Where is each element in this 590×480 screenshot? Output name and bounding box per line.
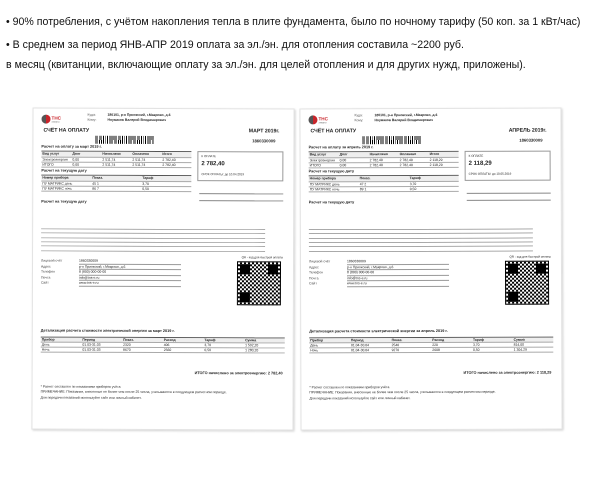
table-cell: 2 118,29	[429, 163, 443, 168]
contact-label: Адрес	[41, 264, 51, 269]
note-consumption: • 90% потребления, с учётом накопления тепла в плите фундамента, было по ночному тарифу (50 коп. за 1 кВт/час)	[6, 16, 581, 28]
contact-label: Телефон	[40, 269, 56, 274]
detail-table	[41, 337, 285, 354]
contact-label: Лицевой счёт	[41, 258, 63, 263]
total-charged: ИТОГО начислено за электроэнергию: 2 782,40	[194, 371, 283, 376]
contact-value: 8 (800) 000-00-00	[79, 270, 181, 276]
table-cell: ИТОГО	[309, 163, 321, 168]
table-cell: Показ.	[391, 338, 403, 343]
table-cell: Расход	[163, 338, 176, 343]
table-cell: 86 7	[92, 186, 99, 191]
footnote: ПРИМЕЧАНИЕ: Показания, внесенные не более чем после 25 числа, учитываются в следующем расчетном периоде.	[40, 389, 227, 395]
table-cell: Итого	[162, 151, 172, 157]
amount-due-value: 2 118,29	[468, 160, 492, 167]
table-cell: 0,00	[72, 157, 79, 162]
table-cell: 1 502,20	[245, 343, 259, 348]
barcode	[95, 136, 153, 144]
amount-due-label: К ОПЛАТЕ	[201, 154, 217, 159]
table-cell: ПУ МАТРИКС ночь	[309, 187, 340, 192]
meter-table	[309, 175, 459, 193]
table-cell: 0,00	[339, 163, 347, 168]
contact-value: р-н Приокский, г.Макрово, д.6	[79, 264, 181, 270]
address-label: Куда:	[87, 112, 96, 117]
address-value: 180101, р-н Приокский, г.Макрово, д.6	[107, 112, 171, 118]
table-cell: Тариф	[409, 176, 421, 181]
footnote: Для передачи показаний используйте сайт или личный кабинет.	[309, 395, 411, 401]
text-lines	[309, 227, 553, 254]
contact-label: Телефон	[309, 270, 324, 275]
table-cell: 2 511,74	[102, 162, 116, 168]
qr-caption: QR - код для быстрой оплаты	[509, 254, 551, 259]
table-cell: Номер прибора	[309, 176, 336, 181]
table-cell: Электроэнергия	[309, 158, 336, 163]
table-cell: Оплачено	[132, 151, 150, 156]
table-row	[41, 187, 191, 193]
table-cell: 47 2	[359, 182, 367, 187]
table-cell: 406	[163, 343, 170, 348]
table-cell: Сумма	[513, 337, 525, 342]
contact-value: www.tns-e.ru	[79, 281, 181, 287]
billing-period: МАРТ 2019г.	[248, 128, 280, 135]
table-cell: 89 1	[359, 187, 367, 192]
footnotes	[309, 385, 553, 402]
table-cell: Долг	[339, 152, 348, 157]
meter-entry-line	[467, 195, 551, 200]
billing-period: АПРЕЛЬ 2019г.	[508, 127, 547, 134]
table-cell: Показ.	[359, 176, 371, 181]
meter-entry-line	[467, 189, 551, 194]
barcode	[363, 136, 421, 144]
table-cell: 3,70	[472, 342, 480, 347]
note-receipts-attached: в месяц (квитанции, включающие оплату за эл./эн. для целей отопления и для других нужд, приложены).	[6, 59, 526, 71]
table-cell: 01.03-31.03	[82, 342, 101, 347]
table-cell: Прибор	[41, 337, 55, 342]
contact-label: Почта	[309, 276, 319, 281]
table-cell: 01.04-30.04	[350, 343, 370, 348]
qr-code	[505, 261, 549, 305]
table-cell: 3,70	[409, 182, 417, 187]
table-cell: Прибор	[310, 338, 324, 343]
logo-icon	[308, 115, 317, 124]
table-cell: 0,00	[339, 158, 347, 163]
table-cell: 2 782,40	[399, 158, 413, 163]
meter-entry-line	[199, 189, 283, 194]
table-cell: Сумма	[245, 338, 257, 343]
notes-block	[6, 16, 588, 72]
table-cell: 0,50	[472, 347, 480, 352]
table-cell: Оплачено	[399, 152, 417, 157]
contact-value: www.tns-e.ru	[347, 281, 449, 287]
table-cell: 0,50	[204, 348, 212, 353]
section-title: Детализация расчета стоимости электрической энергии за март 2019 г.	[40, 328, 175, 334]
contact-row	[309, 281, 449, 287]
table-cell: Ночь	[310, 348, 319, 353]
logo-subtext: энерго	[51, 120, 60, 124]
charges-table	[309, 151, 459, 169]
address-value: 180101, р-н Приокский, г.Макрово, д.6	[374, 112, 438, 118]
note-average-payment: • В среднем за период ЯНВ-АПР 2019 оплата за эл./эн. для отопления составила ~2200 руб.	[6, 39, 464, 51]
table-cell: 8670	[123, 347, 131, 352]
contact-label: Сайт	[309, 281, 317, 286]
table-cell: 2560	[163, 348, 172, 353]
contact-row	[41, 281, 181, 287]
table-cell: 814,00	[513, 342, 525, 347]
table-row	[41, 348, 285, 354]
contact-block	[309, 259, 449, 287]
amount-due-value: 2 782,40	[201, 161, 225, 168]
table-cell: 2 782,40	[162, 163, 176, 168]
account-number: 1860330009	[519, 137, 543, 143]
contact-label: Сайт	[40, 280, 49, 285]
section-title: Расчет на текущую дату	[41, 168, 87, 173]
table-cell: 0,50	[142, 187, 149, 192]
table-cell: 2 511,74	[132, 157, 146, 162]
company-logo	[308, 115, 330, 129]
table-cell: Долг	[72, 151, 81, 156]
table-cell: Начислено	[369, 152, 388, 157]
table-cell: 2 782,40	[399, 163, 413, 168]
table-cell: Вид услуг	[309, 152, 327, 157]
table-cell: 0,50	[409, 187, 417, 192]
table-cell: 3,70	[204, 343, 212, 348]
table-cell: 2320	[123, 342, 131, 347]
contact-value: 8 (800) 000-00-00	[347, 270, 449, 276]
amount-due-label: К ОПЛАТЕ	[468, 153, 484, 158]
table-row	[41, 163, 191, 169]
recipient-value: Ноумаков Валерий Владимирович	[374, 117, 434, 123]
section-title: Расчет на текущую дату	[41, 199, 87, 204]
meter-entry-line	[199, 196, 283, 201]
recipient-value: Ноумаков Валерий Владимирович	[107, 117, 167, 123]
contact-value: 1860330009	[79, 259, 181, 265]
table-cell: 01.04-30.04	[350, 348, 370, 353]
table-cell: 2608	[432, 347, 440, 352]
contact-value: 1860330009	[347, 259, 449, 265]
qr-code	[237, 261, 281, 305]
table-cell: 2 782,40	[369, 163, 383, 168]
table-cell: Ночь	[41, 347, 50, 352]
table-row	[309, 163, 459, 169]
address-label: Куда:	[354, 113, 363, 118]
meter-table	[41, 175, 191, 193]
table-cell: 1 304,29	[513, 347, 527, 352]
table-cell: ИТОГО	[42, 162, 54, 167]
table-cell: Итого	[429, 151, 440, 157]
amount-due-box	[465, 151, 551, 181]
table-cell: 220	[432, 342, 438, 347]
receipt-2	[299, 108, 562, 431]
due-date: СРОК ОПЛАТЫ: до 10.05.2019	[468, 171, 512, 176]
logo-text: ТНС	[51, 115, 61, 121]
table-row	[309, 187, 459, 193]
table-cell: Электроэнергия	[42, 157, 68, 162]
table-cell: 2 118,29	[429, 157, 443, 163]
charges-table	[41, 151, 191, 169]
table-cell: 2 782,40	[162, 157, 176, 163]
table-cell: 01.03-31.03	[82, 347, 101, 352]
footnote: ПРИМЕЧАНИЕ: Показания, внесенные не более чем после 25 числа, учитываются в следующем расчетном периоде.	[309, 390, 496, 395]
contact-value: info@tns-e.ru	[79, 275, 181, 281]
table-cell: Номер прибора	[42, 175, 69, 180]
receipt-1	[31, 108, 294, 431]
table-cell: 1 280,20	[245, 348, 259, 353]
table-cell: ПУ МАТРИКС день	[42, 181, 73, 186]
section-title: Расчет на оплату за апрель 2019 г.	[308, 145, 374, 150]
meter-entry-box	[199, 189, 283, 205]
amount-due-box	[197, 151, 283, 181]
table-cell: Показ.	[123, 337, 134, 342]
table-cell: Вид услуг	[42, 151, 60, 156]
address-block	[88, 113, 288, 124]
invoice-title: СЧЁТ НА ОПЛАТУ	[43, 127, 90, 134]
footnotes	[41, 385, 285, 402]
table-cell: Тариф	[204, 338, 216, 343]
account-number: 1860330009	[252, 138, 276, 144]
detail-table	[309, 337, 553, 354]
table-cell: 2 511,74	[132, 163, 146, 168]
table-cell: Начислено	[102, 151, 121, 156]
table-cell: 2540	[391, 343, 400, 348]
contact-label: Лицевой счёт	[308, 259, 331, 264]
address-block	[354, 113, 554, 124]
invoice-title: СЧЁТ НА ОПЛАТУ	[310, 128, 357, 135]
qr-caption: QR - код для быстрой оплаты	[241, 255, 284, 260]
table-cell: 45 1	[92, 181, 99, 186]
contact-value: info@tns-e.ru	[347, 276, 449, 282]
table-cell: Тариф	[472, 337, 484, 342]
table-cell: День	[41, 342, 50, 347]
table-cell: ПУ МАТРИКС день	[309, 182, 340, 187]
contact-label: Адрес	[308, 264, 319, 270]
total-charged: ИТОГО начислено за электроэнергию: 2 118,29	[463, 370, 552, 375]
due-date: СРОК ОПЛАТЫ: до 10.04.2019	[201, 172, 245, 177]
footnote: * Расчет составлен по показаниям приборов учёта	[309, 385, 390, 390]
contact-block	[41, 259, 181, 287]
recipient-label: Кому:	[354, 118, 364, 123]
meter-entry-box	[467, 189, 551, 205]
logo-subtext: энерго	[318, 121, 327, 125]
table-cell: Показ.	[92, 175, 104, 180]
table-cell: 2 511,74	[102, 157, 116, 162]
logo-text: ТНС	[318, 116, 328, 122]
logo-icon	[42, 115, 51, 124]
section-title: Расчет на текущую дату	[308, 169, 355, 174]
table-cell: 0,00	[72, 162, 79, 167]
table-cell: 9270	[391, 348, 400, 353]
section-title: Расчет на текущую дату	[308, 200, 355, 205]
section-title: Расчет на оплату за март 2019 г.	[41, 144, 102, 149]
company-logo	[41, 115, 63, 129]
recipient-label: Кому:	[87, 117, 97, 122]
contact-label: Почта	[40, 275, 51, 280]
footnote: Для передачи показаний используйте сайт или личный кабинет.	[40, 395, 142, 400]
table-cell: 2 782,40	[369, 158, 383, 163]
section-title: Детализация расчета стоимости электрической энергии за апрель 2019 г.	[309, 328, 448, 334]
footnote: * Расчет составлен по показаниям приборов учёта	[40, 384, 121, 389]
text-lines	[41, 227, 285, 254]
table-row	[309, 348, 553, 354]
table-cell: Период	[82, 337, 96, 342]
table-cell: День	[310, 343, 319, 348]
table-cell: ПУ МАТРИКС ночь	[42, 186, 72, 191]
table-cell: Тариф	[142, 175, 154, 180]
table-cell: Период	[350, 338, 364, 343]
contact-value: р-н Приокский, г.Макрово, д.6	[347, 265, 449, 271]
table-cell: 3,70	[142, 181, 149, 186]
table-cell: Расход	[432, 337, 445, 342]
